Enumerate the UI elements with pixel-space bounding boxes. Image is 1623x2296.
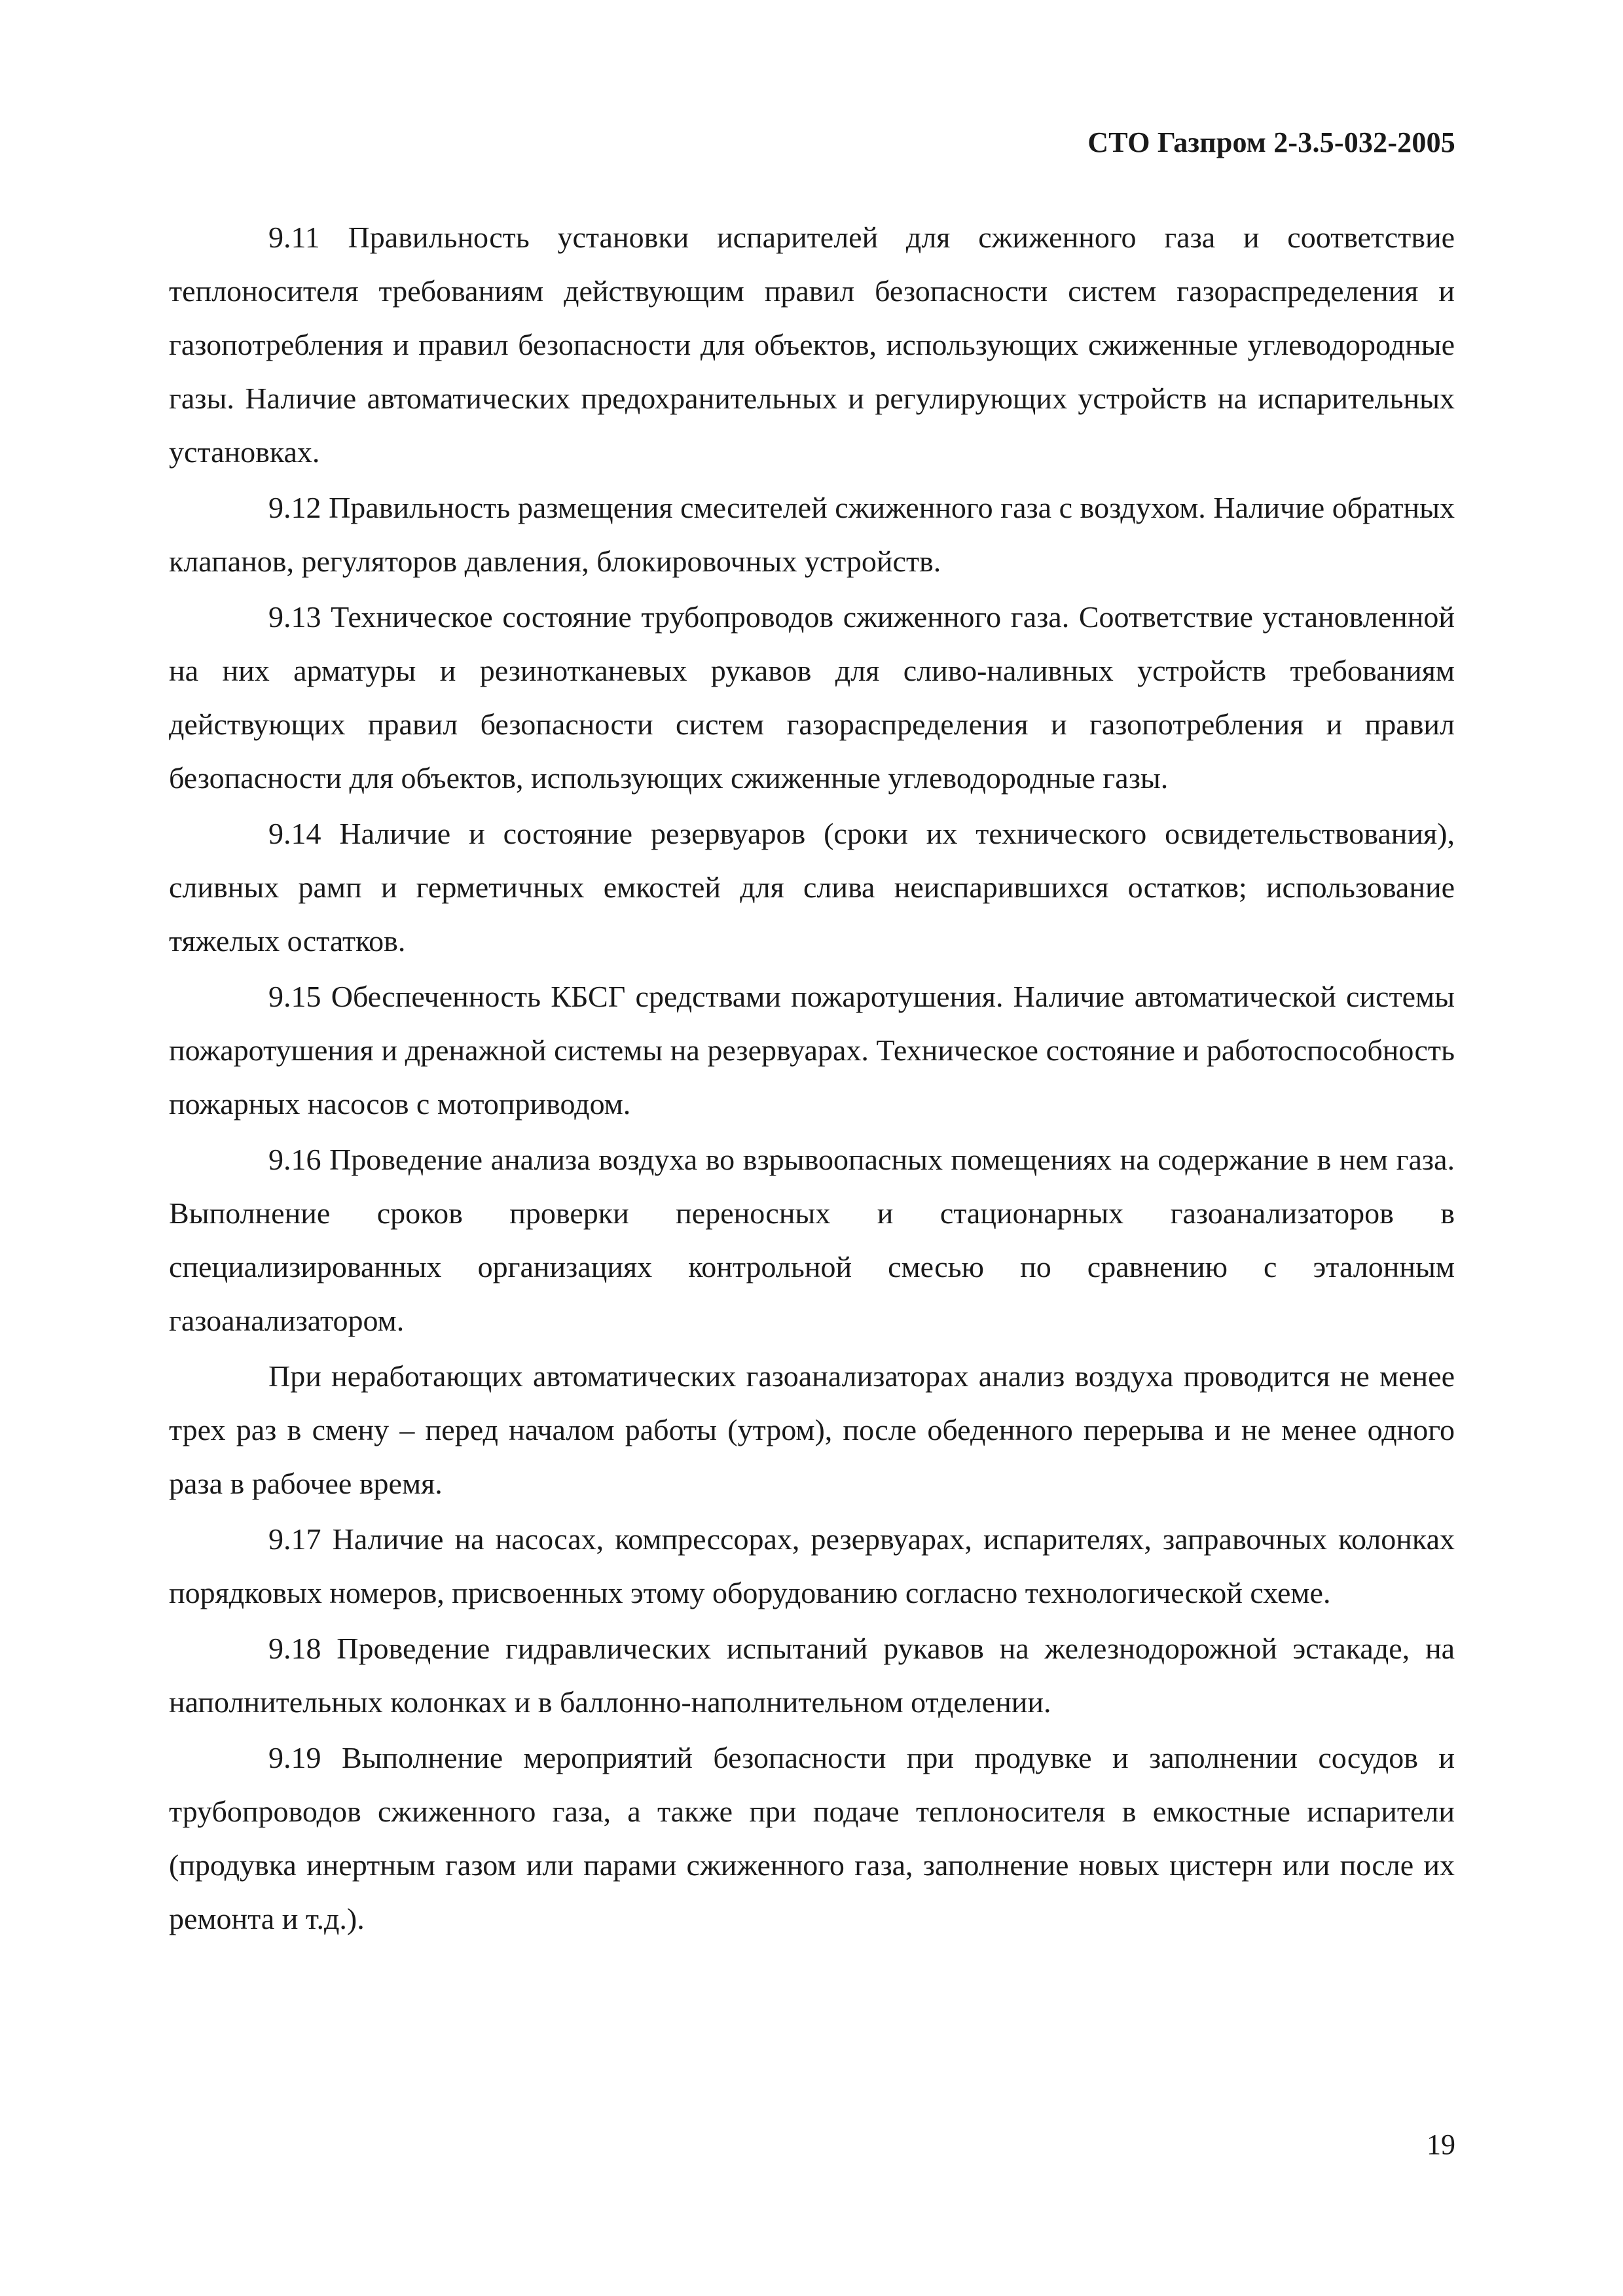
paragraph-9-18: 9.18 Проведение гидравлических испытаний рукавов на железнодорожной эстакаде, на наполнительных колонках и в баллонно-наполнительном отделении. (169, 1632, 1455, 1719)
paragraph-9-19: 9.19 Выполнение мероприятий безопасности при продувке и заполнении сосудов и трубопроводов сжиженного газа, а также при подаче теплоносителя в емкостные испарители (продувка инертным газом или парами сжиженного газа, заполнение новых цистерн или после их ремонта и т.д.). (169, 1741, 1455, 1935)
document-body (169, 211, 1455, 1948)
paragraph-9-11: 9.11 Правильность установки испарителей для сжиженного газа и соответствие теплоносителя требованиям действующим правил безопасности систем газораспределения и газопотребления и правил безопасности для объектов, использующих сжиженные углеводородные газы. Наличие автоматических предохранительных и регулирующих устройств на испарительных установках. (169, 221, 1455, 469)
paragraph-9-14: 9.14 Наличие и состояние резервуаров (сроки их технического освидетельствования), сливных рамп и герметичных емкостей для слива неиспарившихся остатков; использование тяжелых остатков. (169, 817, 1455, 958)
paragraph-9-17: 9.17 Наличие на насосах, компрессорах, резервуарах, испарителях, заправочных колонках порядковых номеров, присвоенных этому оборудованию согласно технологической схеме. (169, 1522, 1455, 1609)
paragraph-9-16: 9.16 Проведение анализа воздуха во взрывоопасных помещениях на содержание в нем газа. Выполнение сроков проверки переносных и стационарных газоанализаторов в специализированных организациях контрольной смесью по сравнению с эталонным газоанализатором. (169, 1143, 1455, 1337)
paragraph-9-15: 9.15 Обеспеченность КБСГ средствами пожаротушения. Наличие автоматической системы пожаротушения и дренажной системы на резервуарах. Техническое состояние и работоспособность пожарных насосов с мотоприводом. (169, 980, 1455, 1121)
paragraph-9-12: 9.12 Правильность размещения смесителей сжиженного газа с воздухом. Наличие обратных клапанов, регуляторов давления, блокировочных устройств. (169, 491, 1455, 578)
paragraph-9-13: 9.13 Техническое состояние трубопроводов сжиженного газа. Соответствие установленной на них арматуры и резинотканевых рукавов для сливо-наливных устройств требованиям действующих правил безопасности систем газораспределения и газопотребления и правил безопасности для объектов, использующих сжиженные углеводородные газы. (169, 600, 1455, 795)
paragraph-9-16-note: При неработающих автоматических газоанализаторах анализ воздуха проводится не менее трех раз в смену – перед началом работы (утром), после обеденного перерыва и не менее одного раза в рабочее время. (169, 1359, 1455, 1500)
document-code-header: СТО Газпром 2-3.5-032-2005 (1087, 126, 1455, 158)
page-number: 19 (1427, 2128, 1455, 2161)
